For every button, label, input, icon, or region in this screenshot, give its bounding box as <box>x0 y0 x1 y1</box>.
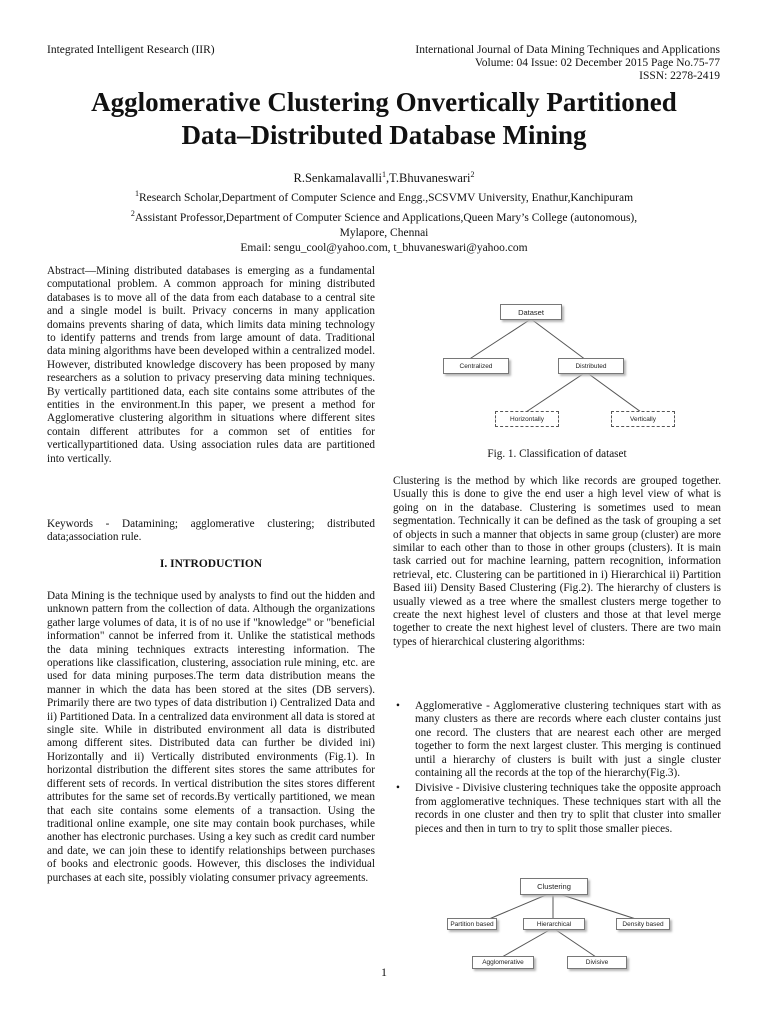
introduction-text: Data Mining is the technique used by analysts to find out the hidden and unknown pattern from the collection of data. Although the organizations gather large volumes of data, it is of no use if "knowledge" or "beneficial information" cannot be inferred from it. Unlike the statistical methods the data mining techniques extracts interesting information. The operations like classification, clustering, association rule mining, etc. are used for data mining purposes.The term data distribution means the manner in which the data has been stored at the sites (DB servers). Primarily there are two types of data distribution i) Centralized Data and ii) Partitioned Data. In a centralized data environment all data is stored at single site. While in distributed environment all data is distributed among different sites. Distributed data can further be divided ini) Horizontally and ii) Vertically distributed environments (Fig.1). In horizontal distribution the different sites stores the same attributes for different sets of records. In vertical distribution the sites stores different attributes for the same set of records.By vertically partitioned, we mean that each site contains some elements of a transaction. Using the traditional online example, one site may contain book purchases, while another has electronic purchases. Using a key such as credit card number and date, we can join these to identify relationships between purchases of books and electronic goods. However, this discloses the individual purchases at each site, possibly violating consumer privacy agreements. <box>47 590 375 884</box>
fig2-node-divisive: Divisive <box>567 956 627 969</box>
fig1-node-distributed: Distributed <box>558 358 624 374</box>
figure-1-caption: Fig. 1. Classification of dataset <box>487 448 627 460</box>
title-line-2: Data–Distributed Database Mining <box>181 120 587 150</box>
affiliation-2-city: Mylapore, Chennai <box>339 226 429 239</box>
fig2-node-agglomerative: Agglomerative <box>472 956 534 969</box>
section-heading-introduction: I. INTRODUCTION <box>159 558 263 570</box>
journal-name: International Journal of Data Mining Techniques and Applications <box>415 44 720 56</box>
author-names: R.Senkamalavalli$^1$,T.Bhuvaneswari$^2$ <box>293 170 475 186</box>
clustering-types-list <box>393 700 721 836</box>
affiliation-2: $^2$Assistant Professor,Department of Computer Science and Applications,Queen Mary’s College (autonomous), <box>130 208 638 224</box>
fig2-node-hierarchical: Hierarchical <box>523 918 585 930</box>
keywords: Keywords - Datamining; agglomerative clustering; distributed data;association rule. <box>47 518 375 544</box>
fig1-node-vertically: Vertically <box>611 411 675 427</box>
fig2-node-clustering: Clustering <box>520 878 588 895</box>
list-item-divisive: • Divisive - Divisive clustering techniques take the opposite approach from agglomerative techniques. These techniques start with all the records in one cluster and then try to split that cluster into smaller pieces and then in turn to try to split those smaller pieces. <box>393 782 721 836</box>
fig1-node-dataset: Dataset <box>500 304 562 320</box>
list-item-agglomerative: • Agglomerative - Agglomerative clustering techniques start with as many clusters as there are records where each cluster contains just one record. The clusters that are nearest each other are merged together to form the next largest cluster. This merging is continued until a hierarchy of clusters is built with just a single cluster containing all the records at the top of the hierarchy(Fig.3). <box>393 700 721 780</box>
journal-volume: Volume: 04 Issue: 02 December 2015 Page No.75-77 <box>474 57 720 69</box>
journal-issn: ISSN: 2278-2419 <box>639 70 720 82</box>
affiliation-1: $^1$Research Scholar,Department of Computer Science and Engg.,SCSVMV University, Enathur,Kanchipuram <box>134 189 634 204</box>
abstract: Abstract—Mining distributed databases is emerging as a fundamental computational problem. A common approach for mining distributed databases is to move all of the data from each database to a central site and a single model is built. Privacy concerns in many application domains prevents sharing of data, which limits data mining technology to identify patterns and trends from large amount of data. Traditional data mining algorithms have been developed within a centralized model. However, distributed knowledge discovery has been proposed by many researchers as a solution to privacy preserving data mining techniques. By vertically partitioned data, each site contains some attributes of the entities in the environment.In this paper, we present a method for Agglomerative clustering algorithm in situations where different sites contain different attributes for a common set of entities for verticallypartitioned data. Using association rules data are partitioned into vertically. <box>47 265 375 465</box>
clustering-text: Clustering is the method by which like records are grouped together. Usually this is done to give the end user a high level view of what is going on in the database. Clustering is sometimes used to mean segmentation. Technically it can be defined as the task of grouping a set of objects in such a manner that objects in same group (cluster) are more similar to each other than to those in other groups (clusters). It is main task carried out for machine learning, pattern recognition, information retrieval, etc. Clustering can be partitioned in i) Hierarchical ii) Partition Based iii) Density Based Clustering (Fig.2). The hierarchy of clusters is usually viewed as a tree where the smallest clusters merge together to create the next highest level of clusters and those at that level merge together to create the next highest level of clusters. There are two main types of hierarchical clustering algorithms: <box>393 475 721 648</box>
author-email: Email: sengu_cool@yahoo.com, t_bhuvaneswari@yahoo.com <box>240 241 528 254</box>
page-number: 1 <box>381 965 387 979</box>
fig1-node-horizontally: Horizontally <box>495 411 559 427</box>
journal-publisher: Integrated Intelligent Research (IIR) <box>47 44 215 56</box>
fig2-node-partition-based: Partition based <box>447 918 497 930</box>
fig1-node-centralized: Centralized <box>443 358 509 374</box>
fig2-node-density-based: Density based <box>616 918 670 930</box>
title-line-1: Agglomerative Clustering Onvertically Partitioned <box>91 87 677 117</box>
